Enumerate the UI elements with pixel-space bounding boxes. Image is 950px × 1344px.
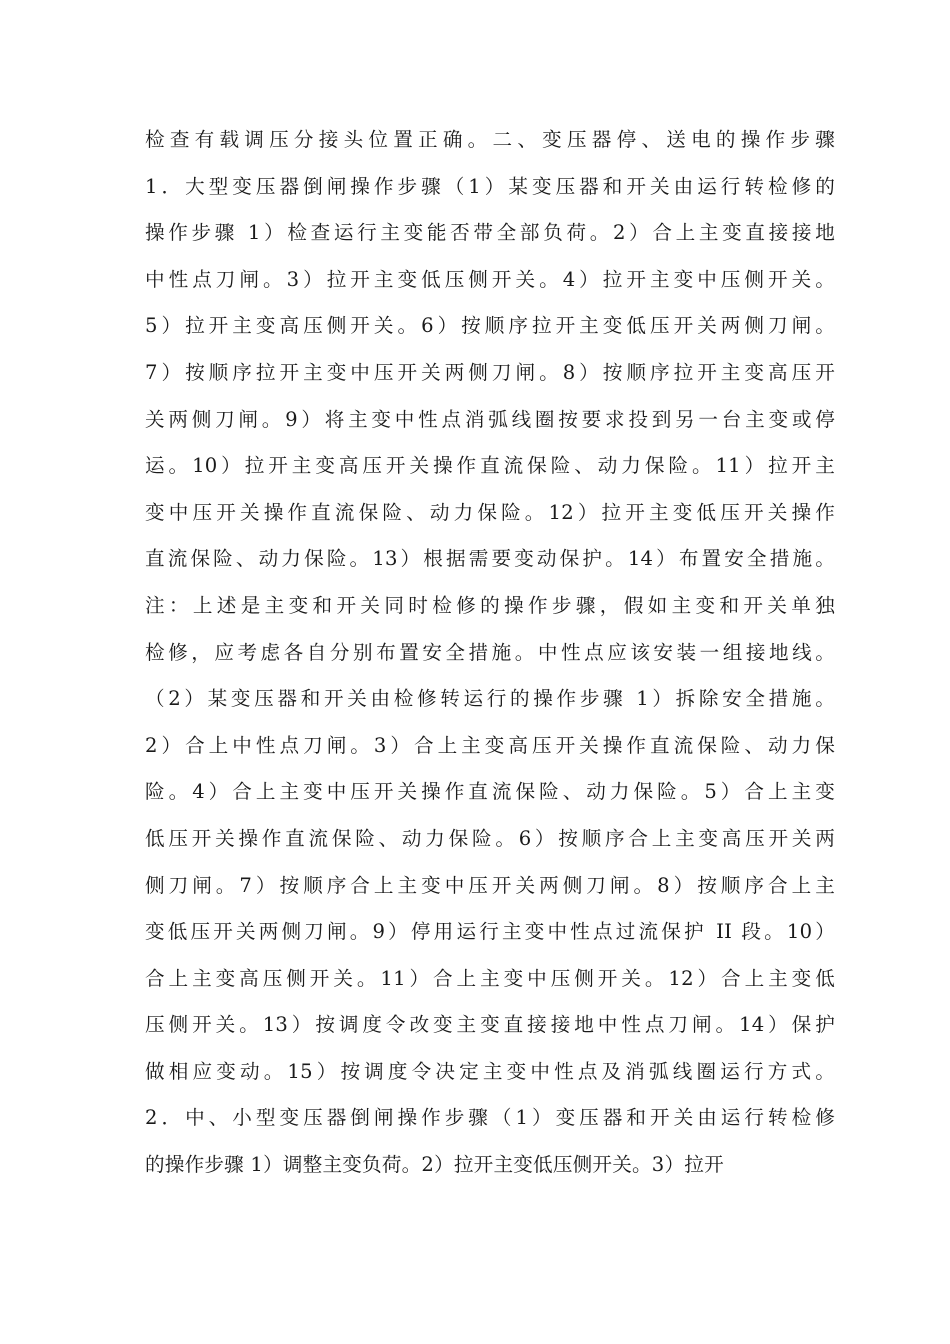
text-line: 险。4）合上主变中压开关操作直流保险、动力保险。5）合上主变	[145, 780, 835, 804]
text-line: 操作步骤 1）检查运行主变能否带全部负荷。2）合上主变直接接地	[145, 221, 835, 245]
text-line: 5）拉开主变高压侧开关。6）按顺序拉开主变低压开关两侧刀闸。	[145, 314, 835, 338]
text-line: 关两侧刀闸。9）将主变中性点消弧线圈按要求投到另一台主变或停	[145, 407, 835, 431]
body-text	[145, 117, 835, 1189]
text-line: 低压开关操作直流保险、动力保险。6）按顺序合上主变高压开关两	[145, 826, 835, 850]
text-line: 检查有载调压分接头位置正确。二、变压器停、送电的操作步骤	[145, 128, 835, 151]
text-line: （2）某变压器和开关由检修转运行的操作步骤 1）拆除安全措施。	[145, 687, 835, 711]
text-line: 直流保险、动力保险。13）根据需要变动保护。14）布置安全措施。	[145, 547, 835, 571]
text-line: 7）按顺序拉开主变中压开关两侧刀闸。8）按顺序拉开主变高压开	[145, 360, 835, 384]
text-line: 1．大型变压器倒闸操作步骤（1）某变压器和开关由运行转检修的	[145, 174, 835, 198]
text-line: 2）合上中性点刀闸。3）合上主变高压开关操作直流保险、动力保	[145, 733, 835, 757]
text-line: 压侧开关。13）按调度令改变主变直接接地中性点刀闸。14）保护	[145, 1013, 835, 1037]
text-line: 合上主变高压侧开关。11）合上主变中压侧开关。12）合上主变低	[145, 966, 835, 990]
text-line: 侧刀闸。7）按顺序合上主变中压开关两侧刀闸。8）按顺序合上主	[145, 873, 835, 897]
text-line: 检修，应考虑各自分别布置安全措施。中性点应该安装一组接地线。	[145, 640, 835, 664]
text-line: 做相应变动。15）按调度令决定主变中性点及消弧线圈运行方式。	[145, 1059, 835, 1083]
text-line: 中性点刀闸。3）拉开主变低压侧开关。4）拉开主变中压侧开关。	[145, 267, 835, 291]
text-line: 变低压开关两侧刀闸。9）停用运行主变中性点过流保护 II 段。10）	[145, 920, 835, 944]
text-line: 2．中、小型变压器倒闸操作步骤（1）变压器和开关由运行转检修	[145, 1106, 835, 1130]
text-line: 变中压开关操作直流保险、动力保险。12）拉开主变低压开关操作	[145, 500, 835, 524]
text-line: 的操作步骤 1）调整主变负荷。2）拉开主变低压侧开关。3）拉开	[145, 1153, 724, 1177]
text-line: 注：上述是主变和开关同时检修的操作步骤，假如主变和开关单独	[145, 593, 835, 617]
text-line: 运。10）拉开主变高压开关操作直流保险、动力保险。11）拉开主	[145, 454, 835, 478]
